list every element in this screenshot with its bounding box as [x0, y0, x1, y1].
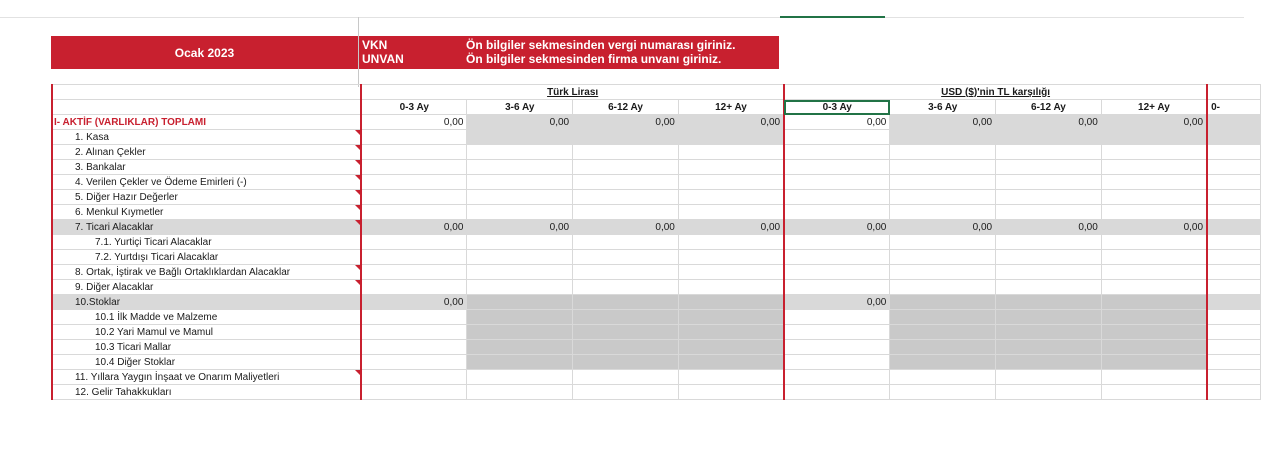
- value-cell[interactable]: [890, 385, 996, 400]
- value-cell[interactable]: 0,00: [467, 115, 573, 130]
- value-cell[interactable]: [996, 130, 1102, 145]
- value-cell[interactable]: [890, 325, 996, 340]
- group-third-cell[interactable]: [1207, 85, 1260, 100]
- value-cell[interactable]: [1101, 145, 1207, 160]
- value-cell[interactable]: [784, 385, 890, 400]
- value-cell[interactable]: [467, 385, 573, 400]
- value-cell-partial[interactable]: [1207, 385, 1260, 400]
- bucket-blank-cell[interactable]: [52, 100, 361, 115]
- value-cell[interactable]: [996, 385, 1102, 400]
- value-cell[interactable]: 0,00: [890, 115, 996, 130]
- value-cell[interactable]: [890, 250, 996, 265]
- value-cell[interactable]: 0,00: [784, 295, 890, 310]
- value-cell[interactable]: [890, 205, 996, 220]
- tl-bucket-0-3[interactable]: 0-3 Ay: [361, 100, 467, 115]
- value-cell[interactable]: [361, 175, 467, 190]
- value-cell[interactable]: [361, 340, 467, 355]
- value-cell[interactable]: [1101, 265, 1207, 280]
- value-cell[interactable]: [467, 145, 573, 160]
- value-cell[interactable]: [678, 205, 784, 220]
- group-tl-cell[interactable]: [361, 85, 784, 100]
- value-cell[interactable]: [678, 310, 784, 325]
- value-cell[interactable]: [573, 355, 679, 370]
- row-label[interactable]: [52, 250, 361, 265]
- value-cell[interactable]: [361, 280, 467, 295]
- value-cell[interactable]: [573, 280, 679, 295]
- value-cell[interactable]: [361, 235, 467, 250]
- row-label-text: 5. Diğer Hazır Değerler: [75, 191, 178, 203]
- table-row: [52, 280, 1261, 295]
- value-cell[interactable]: [996, 265, 1102, 280]
- row-label-text: 10.4 Diğer Stoklar: [95, 356, 176, 368]
- value-cell[interactable]: [467, 175, 573, 190]
- row-label-text: 1. Kasa: [75, 131, 109, 143]
- usd-bucket-0-3[interactable]: 0-3 Ay: [784, 100, 890, 115]
- comment-indicator-icon: [355, 280, 360, 285]
- row-label-text: 7. Ticari Alacaklar: [75, 221, 154, 233]
- value-cell[interactable]: [361, 130, 467, 145]
- value-cell[interactable]: [467, 295, 573, 310]
- value-cell[interactable]: [467, 370, 573, 385]
- value-cell[interactable]: [678, 265, 784, 280]
- value-cell[interactable]: [573, 175, 679, 190]
- value-cell[interactable]: [467, 130, 573, 145]
- value-cell-partial[interactable]: [1207, 310, 1260, 325]
- value-cell-partial[interactable]: [1207, 145, 1260, 160]
- value-cell[interactable]: [784, 355, 890, 370]
- row-label[interactable]: [52, 175, 361, 190]
- value-cell-partial[interactable]: [1207, 130, 1260, 145]
- table-row: [52, 250, 1261, 265]
- balance-sheet-table: [51, 84, 1261, 400]
- row-label[interactable]: [52, 385, 361, 400]
- row-label[interactable]: [52, 265, 361, 280]
- usd-bucket-3-6[interactable]: 3-6 Ay: [890, 100, 996, 115]
- comment-indicator-icon: [355, 220, 360, 225]
- value-cell[interactable]: [996, 325, 1102, 340]
- value-cell[interactable]: [1101, 340, 1207, 355]
- value-cell[interactable]: [678, 130, 784, 145]
- value-cell[interactable]: [467, 265, 573, 280]
- value-cell[interactable]: [678, 145, 784, 160]
- value-cell[interactable]: [996, 280, 1102, 295]
- row-label-text: 7.1. Yurtiçi Ticari Alacaklar: [95, 236, 212, 248]
- comment-indicator-icon: [355, 205, 360, 210]
- value-cell[interactable]: [784, 310, 890, 325]
- value-cell[interactable]: [678, 175, 784, 190]
- row-label[interactable]: [52, 310, 361, 325]
- value-cell[interactable]: [1101, 280, 1207, 295]
- value-cell[interactable]: [784, 175, 890, 190]
- value-cell[interactable]: [467, 250, 573, 265]
- column-selection-indicator: [780, 16, 885, 18]
- total-row: [52, 115, 1261, 130]
- table-row: [52, 295, 1261, 310]
- value-cell[interactable]: [996, 145, 1102, 160]
- value-cell[interactable]: [1101, 130, 1207, 145]
- row-label-text: 10.3 Ticari Mallar: [95, 341, 172, 353]
- group-header-row: [52, 85, 1261, 100]
- group-tl-label: Türk Lirası: [547, 86, 599, 98]
- value-cell[interactable]: 0,00: [784, 115, 890, 130]
- row-label-text: 11. Yıllara Yaygın İnşaat ve Onarım Maliyetleri: [75, 371, 280, 383]
- group-usd-cell[interactable]: [784, 85, 1207, 100]
- row-label[interactable]: [52, 355, 361, 370]
- value-cell[interactable]: 0,00: [573, 115, 679, 130]
- label-header-cell[interactable]: [52, 85, 361, 100]
- value-cell[interactable]: [996, 295, 1102, 310]
- value-cell[interactable]: [361, 325, 467, 340]
- value-cell[interactable]: [467, 160, 573, 175]
- table-row: [52, 205, 1261, 220]
- value-cell[interactable]: [784, 145, 890, 160]
- value-cell[interactable]: [678, 355, 784, 370]
- value-cell[interactable]: [678, 370, 784, 385]
- value-cell[interactable]: [784, 265, 890, 280]
- row-label[interactable]: [52, 145, 361, 160]
- usd-bucket-12plus[interactable]: 12+ Ay: [1101, 100, 1207, 115]
- value-cell-partial[interactable]: [1207, 295, 1260, 310]
- value-cell-partial[interactable]: [1207, 355, 1260, 370]
- value-cell[interactable]: [996, 250, 1102, 265]
- value-cell[interactable]: [361, 190, 467, 205]
- tl-bucket-12plus[interactable]: 12+ Ay: [678, 100, 784, 115]
- value-cell-partial[interactable]: [1207, 175, 1260, 190]
- row-label-text: 8. Ortak, İştirak ve Bağlı Ortaklıklardan Alacaklar: [75, 266, 291, 278]
- table-row: [52, 235, 1261, 250]
- bucket-header-row: [52, 100, 1261, 115]
- table-row: [52, 190, 1261, 205]
- row-label-text: 3. Bankalar: [75, 161, 126, 173]
- value-cell[interactable]: [890, 340, 996, 355]
- table-row: [52, 160, 1261, 175]
- value-cell[interactable]: 0,00: [890, 220, 996, 235]
- value-cell[interactable]: [678, 160, 784, 175]
- value-cell[interactable]: 0,00: [573, 220, 679, 235]
- value-cell-partial[interactable]: [1207, 190, 1260, 205]
- value-cell[interactable]: 0,00: [996, 220, 1102, 235]
- value-cell[interactable]: [678, 325, 784, 340]
- comment-indicator-icon: [355, 130, 360, 135]
- comment-indicator-icon: [355, 145, 360, 150]
- value-cell[interactable]: [996, 190, 1102, 205]
- table-row: [52, 130, 1261, 145]
- value-cell[interactable]: [573, 325, 679, 340]
- value-cell[interactable]: [678, 235, 784, 250]
- value-cell[interactable]: [890, 145, 996, 160]
- tl-bucket-6-12[interactable]: 6-12 Ay: [573, 100, 679, 115]
- value-cell-partial[interactable]: [1207, 160, 1260, 175]
- value-cell[interactable]: [361, 145, 467, 160]
- row-label[interactable]: [52, 115, 361, 130]
- value-cell[interactable]: [467, 280, 573, 295]
- value-cell[interactable]: [1101, 295, 1207, 310]
- value-cell[interactable]: 0,00: [678, 220, 784, 235]
- row-label-text: 10.Stoklar: [75, 296, 121, 308]
- tl-bucket-3-6[interactable]: 3-6 Ay: [467, 100, 573, 115]
- gridline-top: [0, 17, 1244, 18]
- value-cell[interactable]: [678, 385, 784, 400]
- value-cell[interactable]: [996, 205, 1102, 220]
- comment-indicator-icon: [355, 190, 360, 195]
- row-label[interactable]: [52, 205, 361, 220]
- row-label-text: 9. Diğer Alacaklar: [75, 281, 154, 293]
- row-label[interactable]: [52, 160, 361, 175]
- value-cell[interactable]: [361, 265, 467, 280]
- value-cell[interactable]: [1101, 355, 1207, 370]
- value-cell[interactable]: [573, 310, 679, 325]
- value-cell[interactable]: [890, 310, 996, 325]
- group-usd-label: USD ($)'nin TL karşılığı: [941, 86, 1051, 98]
- value-cell[interactable]: [573, 160, 679, 175]
- table-row: [52, 325, 1261, 340]
- table-row: [52, 265, 1261, 280]
- value-cell[interactable]: [996, 310, 1102, 325]
- period-label: Ocak 2023: [174, 45, 235, 60]
- vkn-value: Ön bilgiler sekmesinden vergi numarası giriniz.: [466, 38, 736, 52]
- table-row: [52, 175, 1261, 190]
- value-cell[interactable]: [1101, 310, 1207, 325]
- value-cell[interactable]: [573, 295, 679, 310]
- value-cell[interactable]: [784, 190, 890, 205]
- value-cell[interactable]: [1101, 205, 1207, 220]
- row-label-text: 2. Alınan Çekler: [75, 146, 146, 158]
- value-cell-partial[interactable]: [1207, 325, 1260, 340]
- row-label-text: 4. Verilen Çekler ve Ödeme Emirleri (-): [75, 176, 247, 188]
- row-label-text: 7.2. Yurtdışı Ticari Alacaklar: [95, 251, 219, 263]
- value-cell[interactable]: [573, 190, 679, 205]
- row-label[interactable]: [52, 370, 361, 385]
- value-cell[interactable]: [1101, 370, 1207, 385]
- value-cell[interactable]: [890, 130, 996, 145]
- value-cell[interactable]: [573, 265, 679, 280]
- table-row: [52, 340, 1261, 355]
- value-cell[interactable]: [784, 370, 890, 385]
- value-cell[interactable]: [361, 370, 467, 385]
- table-row: [52, 355, 1261, 370]
- row-label[interactable]: [52, 280, 361, 295]
- unvan-label: UNVAN: [362, 52, 404, 66]
- value-cell[interactable]: [996, 355, 1102, 370]
- value-cell[interactable]: [467, 340, 573, 355]
- value-cell[interactable]: [1101, 250, 1207, 265]
- value-cell[interactable]: [784, 250, 890, 265]
- value-cell-partial[interactable]: [1207, 250, 1260, 265]
- usd-bucket-6-12[interactable]: 6-12 Ay: [996, 100, 1102, 115]
- value-cell[interactable]: [996, 175, 1102, 190]
- value-cell[interactable]: [784, 235, 890, 250]
- row-label-text: I- AKTİF (VARLIKLAR) TOPLAMI: [54, 116, 207, 128]
- value-cell[interactable]: [678, 250, 784, 265]
- row-label[interactable]: [52, 325, 361, 340]
- table-row: [52, 385, 1261, 400]
- value-cell[interactable]: [996, 370, 1102, 385]
- value-cell[interactable]: [573, 385, 679, 400]
- comment-indicator-icon: [355, 160, 360, 165]
- row-label[interactable]: [52, 130, 361, 145]
- table-row: [52, 220, 1261, 235]
- value-cell[interactable]: [678, 340, 784, 355]
- value-cell[interactable]: [996, 235, 1102, 250]
- row-label[interactable]: [52, 235, 361, 250]
- value-cell[interactable]: [678, 280, 784, 295]
- value-cell-partial[interactable]: [1207, 265, 1260, 280]
- value-cell[interactable]: [890, 280, 996, 295]
- value-cell[interactable]: 0,00: [467, 220, 573, 235]
- row-label[interactable]: [52, 295, 361, 310]
- value-cell[interactable]: [784, 160, 890, 175]
- value-cell[interactable]: [573, 250, 679, 265]
- row-label-text: 12. Gelir Tahakkukları: [75, 386, 172, 398]
- row-label[interactable]: [52, 220, 361, 235]
- value-cell[interactable]: [573, 205, 679, 220]
- value-cell[interactable]: [467, 325, 573, 340]
- value-cell[interactable]: [573, 340, 679, 355]
- value-cell[interactable]: 0,00: [784, 220, 890, 235]
- value-cell[interactable]: [784, 130, 890, 145]
- third-bucket-partial[interactable]: 0-: [1207, 100, 1260, 115]
- value-cell[interactable]: [890, 370, 996, 385]
- value-cell[interactable]: [890, 235, 996, 250]
- value-cell[interactable]: [1101, 235, 1207, 250]
- row-label-text: 6. Menkul Kıymetler: [75, 206, 164, 218]
- value-cell[interactable]: [784, 280, 890, 295]
- value-cell[interactable]: 0,00: [996, 115, 1102, 130]
- value-cell[interactable]: [890, 295, 996, 310]
- value-cell[interactable]: [1101, 325, 1207, 340]
- unvan-value: Ön bilgiler sekmesinden firma unvanı giriniz.: [466, 52, 722, 66]
- value-cell[interactable]: 0,00: [361, 220, 467, 235]
- value-cell-partial[interactable]: [1207, 280, 1260, 295]
- value-cell-partial[interactable]: [1207, 115, 1260, 130]
- value-cell[interactable]: [467, 355, 573, 370]
- value-cell-partial[interactable]: [1207, 220, 1260, 235]
- value-cell[interactable]: [573, 130, 679, 145]
- value-cell[interactable]: [678, 190, 784, 205]
- value-cell[interactable]: [784, 340, 890, 355]
- comment-indicator-icon: [355, 370, 360, 375]
- table-row: [52, 145, 1261, 160]
- value-cell[interactable]: [678, 295, 784, 310]
- table-row: [52, 370, 1261, 385]
- row-label[interactable]: [52, 190, 361, 205]
- value-cell[interactable]: 0,00: [678, 115, 784, 130]
- row-label-text: 10.1 İlk Madde ve Malzeme: [95, 311, 218, 323]
- row-label[interactable]: [52, 340, 361, 355]
- value-cell[interactable]: [361, 160, 467, 175]
- value-cell-partial[interactable]: [1207, 340, 1260, 355]
- company-info-header[interactable]: [359, 36, 779, 69]
- value-cell[interactable]: [1101, 160, 1207, 175]
- value-cell[interactable]: [573, 145, 679, 160]
- row-label-text: 10.2 Yari Mamul ve Mamul: [95, 326, 214, 338]
- comment-indicator-icon: [355, 175, 360, 180]
- value-cell[interactable]: [996, 340, 1102, 355]
- value-cell[interactable]: 0,00: [361, 295, 467, 310]
- value-cell[interactable]: [361, 250, 467, 265]
- value-cell-partial[interactable]: [1207, 205, 1260, 220]
- value-cell[interactable]: 0,00: [1101, 220, 1207, 235]
- value-cell[interactable]: [467, 190, 573, 205]
- value-cell[interactable]: [890, 265, 996, 280]
- value-cell[interactable]: 0,00: [1101, 115, 1207, 130]
- value-cell-partial[interactable]: [1207, 370, 1260, 385]
- value-cell[interactable]: [361, 355, 467, 370]
- value-cell[interactable]: [573, 370, 679, 385]
- value-cell[interactable]: [361, 310, 467, 325]
- value-cell[interactable]: [573, 235, 679, 250]
- value-cell[interactable]: [890, 190, 996, 205]
- value-cell[interactable]: [890, 175, 996, 190]
- value-cell[interactable]: [784, 325, 890, 340]
- value-cell[interactable]: 0,00: [361, 115, 467, 130]
- value-cell[interactable]: [1101, 385, 1207, 400]
- table-row: [52, 310, 1261, 325]
- value-cell[interactable]: [1101, 175, 1207, 190]
- period-header[interactable]: [51, 36, 358, 69]
- value-cell[interactable]: [361, 385, 467, 400]
- value-cell[interactable]: [890, 160, 996, 175]
- value-cell[interactable]: [996, 160, 1102, 175]
- value-cell[interactable]: [361, 205, 467, 220]
- value-cell[interactable]: [890, 355, 996, 370]
- comment-indicator-icon: [355, 265, 360, 270]
- value-cell[interactable]: [467, 205, 573, 220]
- vkn-label: VKN: [362, 38, 388, 52]
- value-cell[interactable]: [784, 205, 890, 220]
- value-cell[interactable]: [467, 235, 573, 250]
- value-cell[interactable]: [467, 310, 573, 325]
- value-cell[interactable]: [1101, 190, 1207, 205]
- value-cell-partial[interactable]: [1207, 235, 1260, 250]
